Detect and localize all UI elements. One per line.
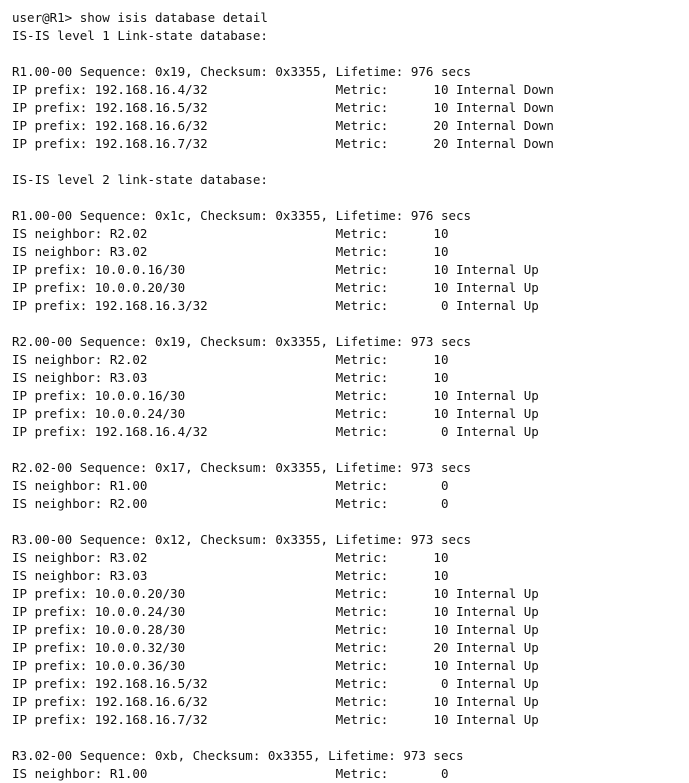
terminal-line [12, 729, 554, 747]
terminal-line: R1.00-00 Sequence: 0x1c, Checksum: 0x3355, Lifetime: 976 secs [12, 208, 472, 223]
terminal-line: user@R1> show isis database detail [12, 10, 268, 25]
terminal-line: IS neighbor: R3.02 Metric: 10 [12, 550, 449, 565]
terminal-line: IS neighbor: R3.03 Metric: 10 [12, 568, 449, 583]
terminal-line: IS neighbor: R1.00 Metric: 0 [12, 478, 449, 493]
terminal-line: IP prefix: 192.168.16.4/32 Metric: 0 Internal Up [12, 424, 539, 439]
terminal-line: IP prefix: 10.0.0.20/30 Metric: 10 Internal Up [12, 586, 539, 601]
terminal-line [12, 189, 554, 207]
terminal-line [12, 441, 554, 459]
terminal-line: IP prefix: 192.168.16.4/32 Metric: 10 Internal Down [12, 82, 554, 97]
terminal-line: IP prefix: 10.0.0.16/30 Metric: 10 Internal Up [12, 262, 539, 277]
terminal-line: IP prefix: 10.0.0.20/30 Metric: 10 Internal Up [12, 280, 539, 295]
terminal-output [12, 9, 554, 783]
terminal-line: IP prefix: 10.0.0.24/30 Metric: 10 Internal Up [12, 406, 539, 421]
terminal-line: IS neighbor: R2.00 Metric: 0 [12, 496, 449, 511]
terminal-line: IP prefix: 192.168.16.7/32 Metric: 20 Internal Down [12, 136, 554, 151]
terminal-line: IS neighbor: R3.03 Metric: 10 [12, 370, 449, 385]
terminal-line [12, 153, 554, 171]
terminal-line: R3.00-00 Sequence: 0x12, Checksum: 0x3355, Lifetime: 973 secs [12, 532, 472, 547]
terminal-line: IP prefix: 192.168.16.6/32 Metric: 20 Internal Down [12, 118, 554, 133]
terminal-line: IP prefix: 10.0.0.28/30 Metric: 10 Internal Up [12, 622, 539, 637]
terminal-line: IS-IS level 2 link-state database: [12, 172, 268, 187]
terminal-line: IS-IS level 1 Link-state database: [12, 28, 268, 43]
terminal-line [12, 45, 554, 63]
terminal-line: IP prefix: 192.168.16.5/32 Metric: 10 Internal Down [12, 100, 554, 115]
terminal-line: IS neighbor: R2.02 Metric: 10 [12, 226, 449, 241]
terminal-line: IS neighbor: R3.02 Metric: 10 [12, 244, 449, 259]
terminal-line: IP prefix: 192.168.16.7/32 Metric: 10 Internal Up [12, 712, 539, 727]
terminal-line: IP prefix: 192.168.16.5/32 Metric: 0 Internal Up [12, 676, 539, 691]
terminal-line: IS neighbor: R2.02 Metric: 10 [12, 352, 449, 367]
terminal-line: IP prefix: 10.0.0.36/30 Metric: 10 Internal Up [12, 658, 539, 673]
terminal-line [12, 315, 554, 333]
terminal-line: IP prefix: 10.0.0.24/30 Metric: 10 Internal Up [12, 604, 539, 619]
terminal-line: IP prefix: 192.168.16.6/32 Metric: 10 Internal Up [12, 694, 539, 709]
terminal-line [12, 513, 554, 531]
terminal-line: R3.02-00 Sequence: 0xb, Checksum: 0x3355, Lifetime: 973 secs [12, 748, 464, 763]
terminal-line: R1.00-00 Sequence: 0x19, Checksum: 0x3355, Lifetime: 976 secs [12, 64, 472, 79]
terminal-line: R2.00-00 Sequence: 0x19, Checksum: 0x3355, Lifetime: 973 secs [12, 334, 472, 349]
terminal-line: IP prefix: 192.168.16.3/32 Metric: 0 Internal Up [12, 298, 539, 313]
terminal-line: IP prefix: 10.0.0.16/30 Metric: 10 Internal Up [12, 388, 539, 403]
terminal-line: IS neighbor: R1.00 Metric: 0 [12, 766, 449, 781]
terminal-line: IP prefix: 10.0.0.32/30 Metric: 20 Internal Up [12, 640, 539, 655]
terminal-line: R2.02-00 Sequence: 0x17, Checksum: 0x3355, Lifetime: 973 secs [12, 460, 472, 475]
